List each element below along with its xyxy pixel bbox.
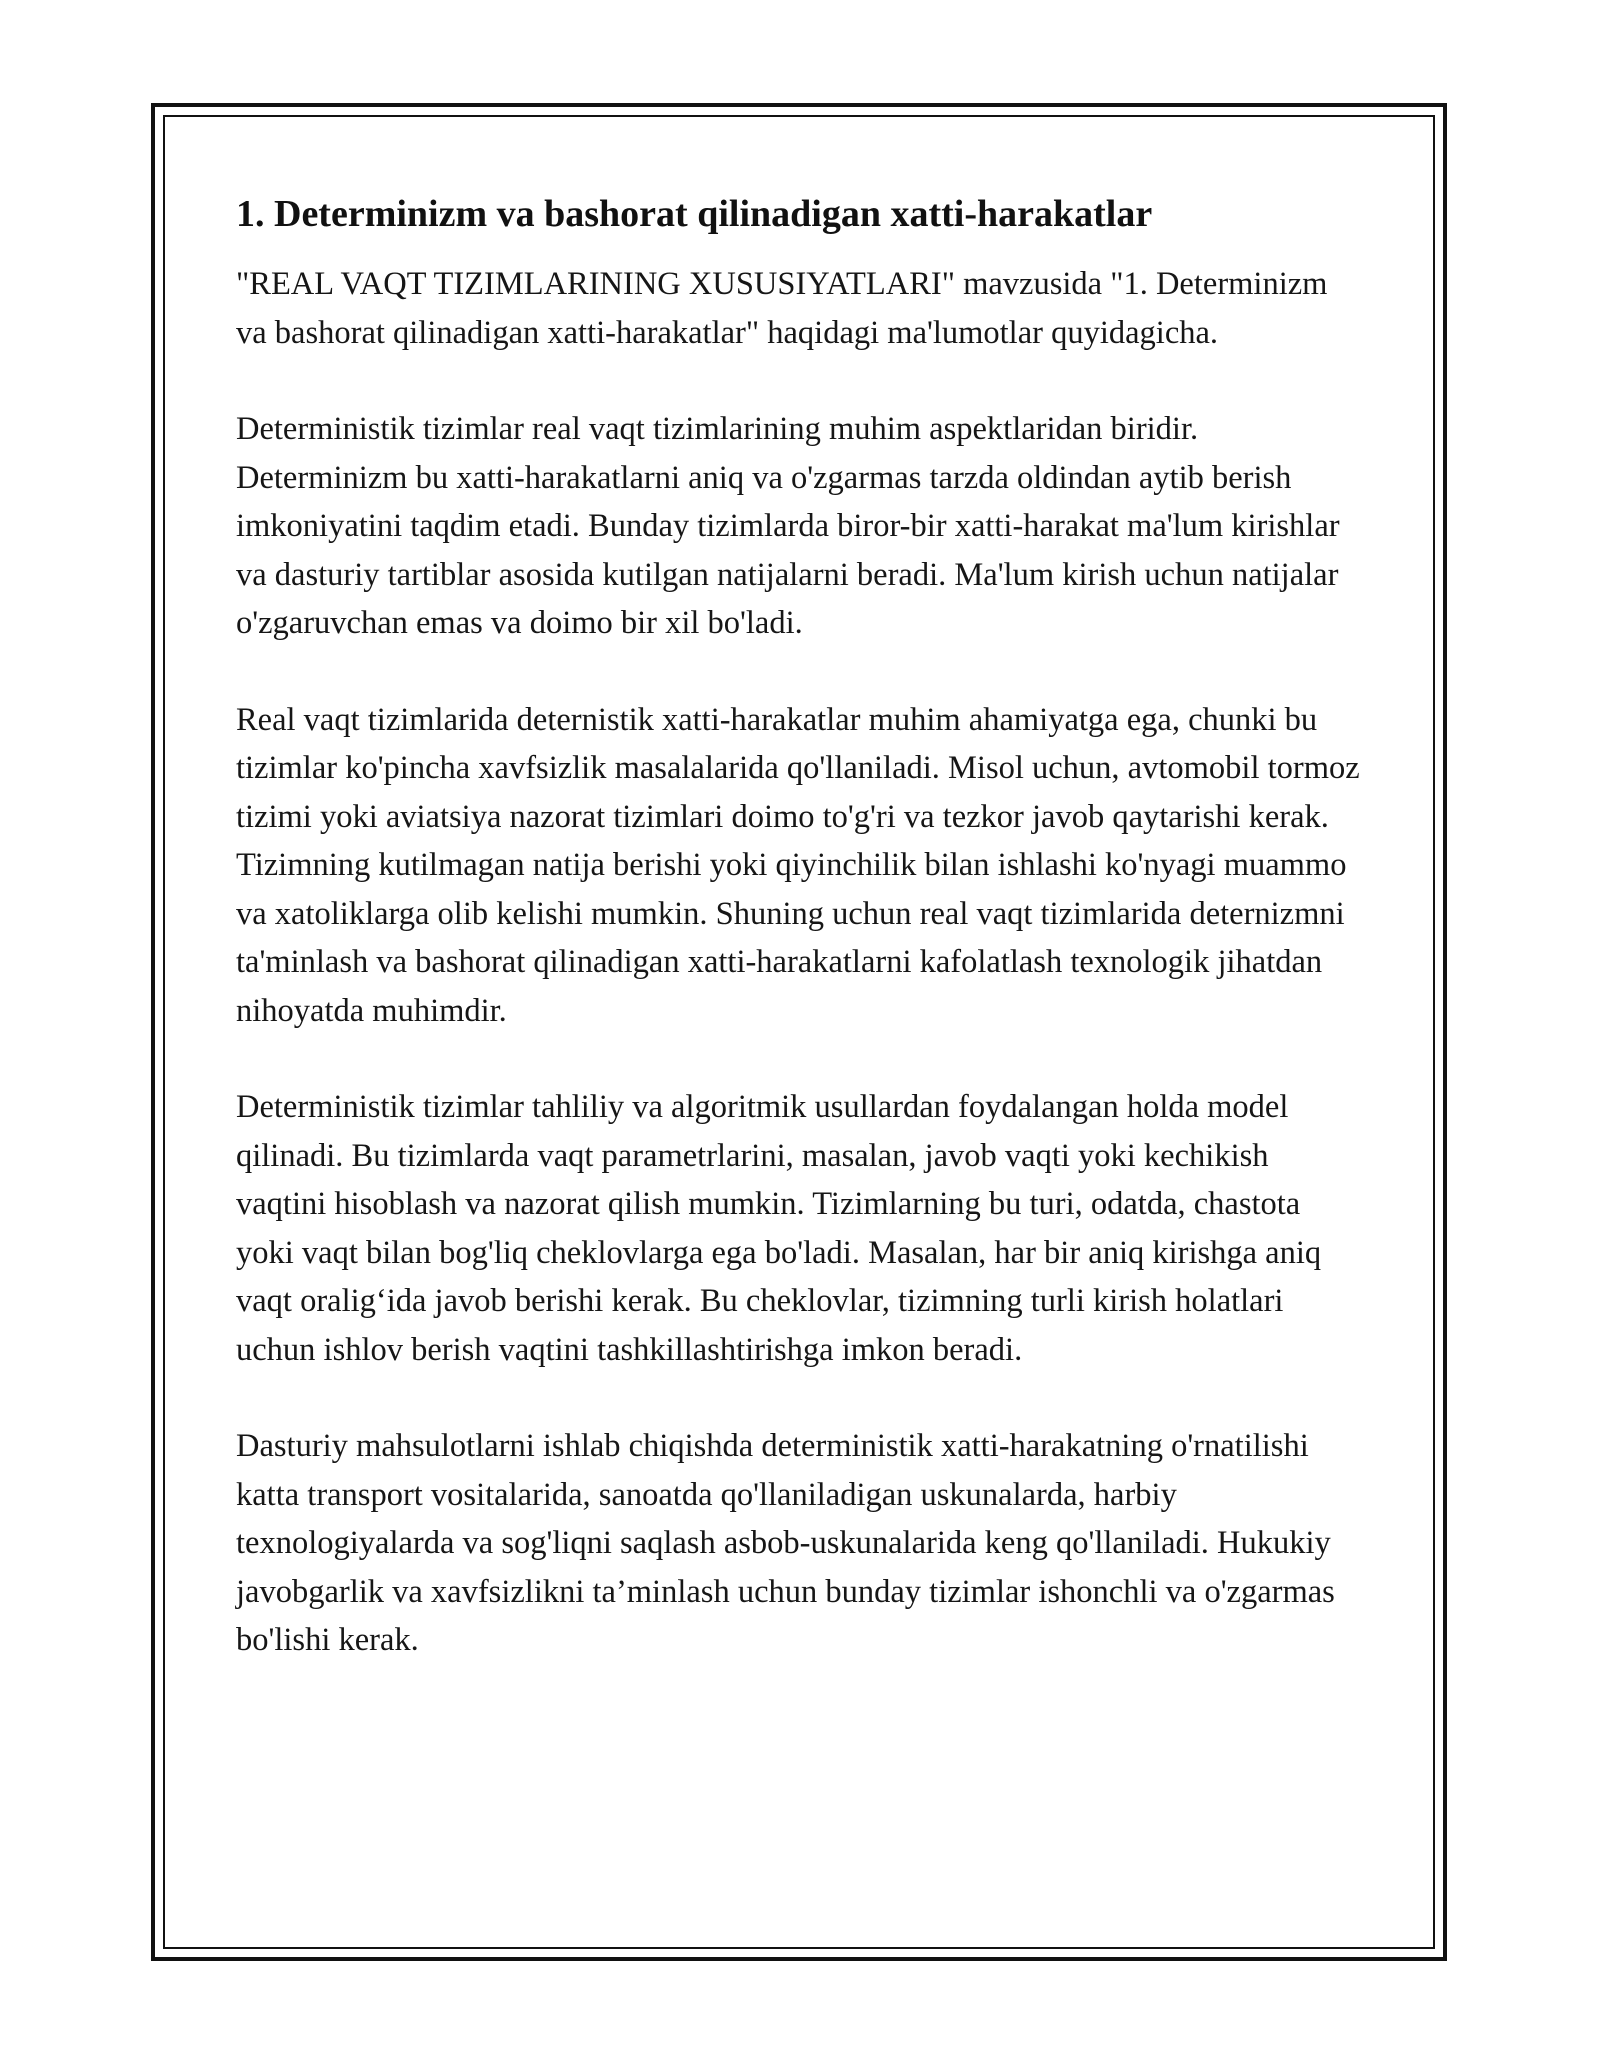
paragraph-intro: "REAL VAQT TIZIMLARINING XUSUSIYATLARI" mavzusida "1. Determinizm va bashorat qilinadigan xatti-harakatlar" haqidagi ma'lumotlar quyidagicha. <box>236 266 1328 351</box>
paragraph-determinism: Deterministik tizimlar real vaqt tizimlarining muhim aspektlaridan biridir. Determinizm bu xatti-harakatlarni aniq va o'zgarmas tarzda oldindan aytib berish imkoniyatini taqdim etadi. Bunday tizimlarda biror-bir xatti-harakat ma'lum kirishlar va dasturiy tartiblar asosida kutilgan natijalarni beradi. Ma'lum kirish uchun natijalar o'zgaruvchan emas va doimo bir xil bo'ladi. <box>236 411 1340 641</box>
paragraph-modeling: Deterministik tizimlar tahliliy va algoritmik usullardan foydalangan holda model qilinadi. Bu tizimlarda vaqt parametrlarini, masalan, javob vaqti yoki kechikish vaqtini hisoblash va nazorat qilish mumkin. Tizimlarning bu turi, odatda, chastota yoki vaqt bilan bog'liq cheklovlarga ega bo'ladi. Masalan, har bir aniq kirishga aniq vaqt oralig‘ida javob berishi kerak. Bu cheklovlar, tizimning turli kirish holatlari uchun ishlov berish vaqtini tashkillashtirishga imkon beradi. <box>236 1089 1322 1368</box>
paragraph-realtime-importance: Real vaqt tizimlarida deternistik xatti-harakatlar muhim ahamiyatga ega, chunki bu tizimlar ko'pincha xavfsizlik masalalarida qo'llaniladi. Misol uchun, avtomobil tormoz tizimi yoki aviatsiya nazorat tizimlari doimo to'g'ri va tezkor javob qaytarishi kerak. Tizimning kutilmagan natija berishi yoki qiyinchilik bilan ishlashi ko'nyagi muammo va xatoliklarga olib kelishi mumkin. Shuning uchun real vaqt tizimlarida deternizmni ta'minlash va bashorat qilinadigan xatti-harakatlarni kafolatlash texnologik jihatdan nihoyatda muhimdir. <box>236 701 1360 1029</box>
document-body <box>236 190 1366 1713</box>
section-heading: 1. Determinizm va bashorat qilinadigan xatti-harakatlar <box>236 193 1153 235</box>
paragraph-applications: Dasturiy mahsulotlarni ishlab chiqishda deterministik xatti-harakatning o'rnatilishi katta transport vositalarida, sanoatda qo'llaniladigan uskunalarda, harbiy texnologiyalarda va sog'liqni saqlash asbob-uskunalarida keng qo'llaniladi. Hukukiy javobgarlik va xavfsizlikni ta’minlash uchun bunday tizimlar ishonchli va o'zgarmas bo'lishi kerak. <box>236 1428 1335 1658</box>
